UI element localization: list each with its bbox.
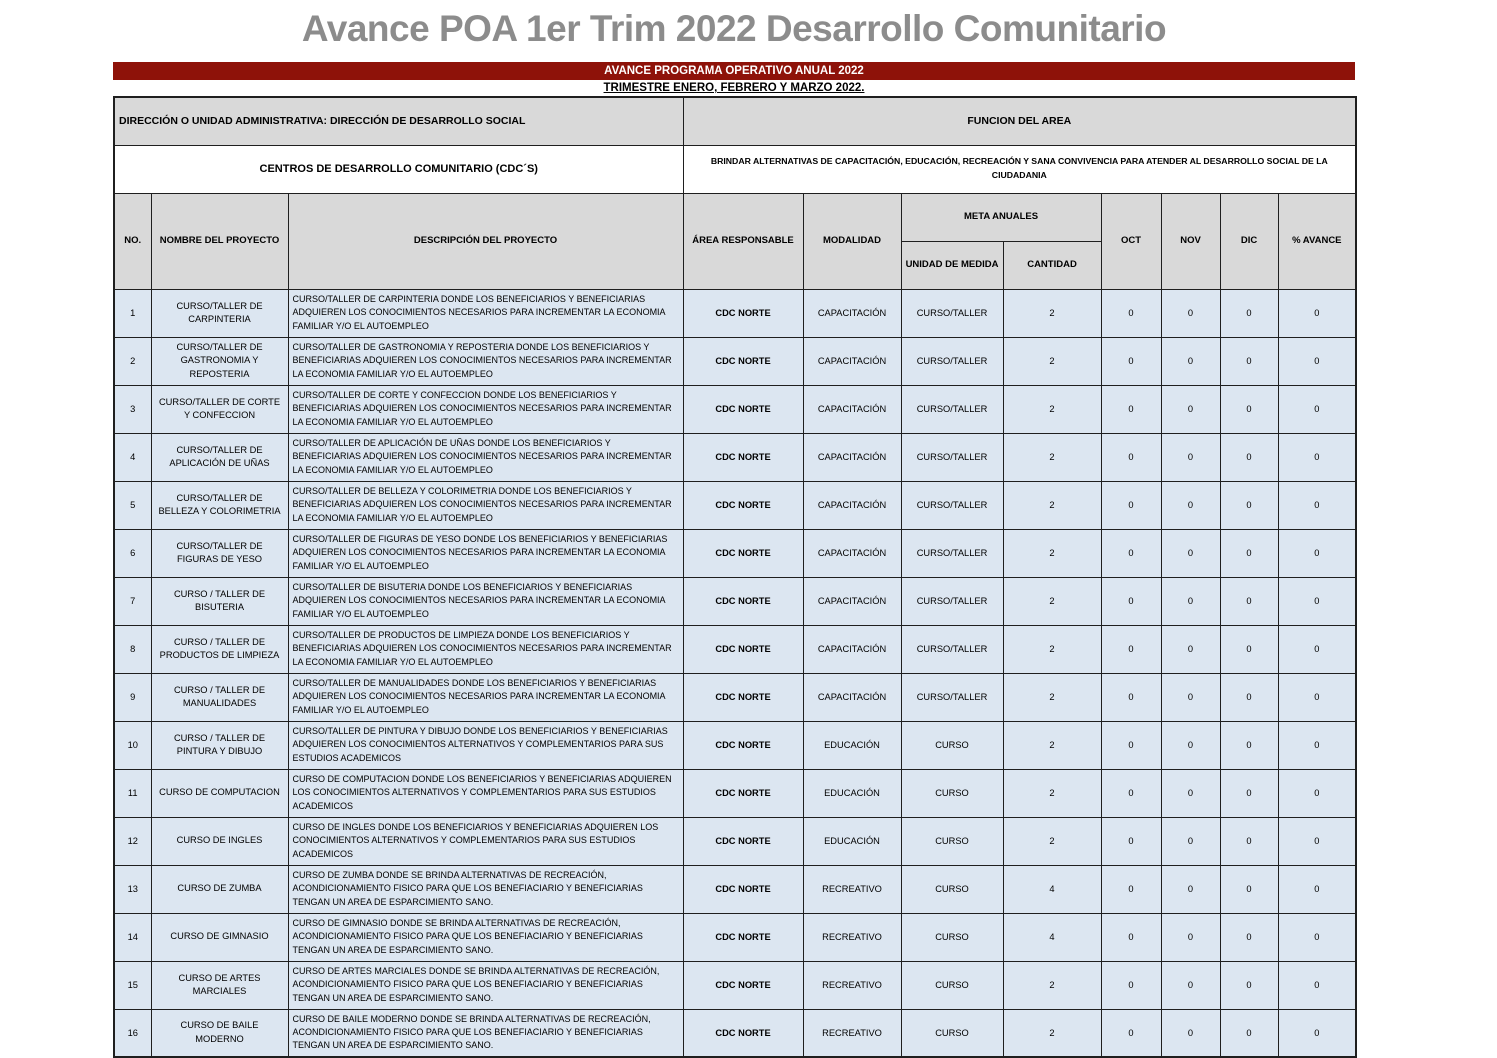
cell-progress-percent: 0 xyxy=(1278,433,1356,481)
cell-quantity: 4 xyxy=(1003,865,1101,913)
cell-dic-value: 0 xyxy=(1220,337,1278,385)
cell-project-name: CURSO / TALLER DE BISUTERIA xyxy=(151,577,288,625)
cell-nov-value: 0 xyxy=(1161,337,1220,385)
cell-dic-value: 0 xyxy=(1220,577,1278,625)
cell-quantity: 2 xyxy=(1003,673,1101,721)
cell-responsible-area: CDC NORTE xyxy=(683,817,803,865)
cell-oct-value: 0 xyxy=(1101,529,1161,577)
cell-progress-percent: 0 xyxy=(1278,337,1356,385)
cell-quantity: 2 xyxy=(1003,817,1101,865)
cell-responsible-area: CDC NORTE xyxy=(683,433,803,481)
admin-unit-label: DIRECCIÓN O UNIDAD ADMINISTRATIVA: DIRECCIÓN DE DESARROLLO SOCIAL xyxy=(114,97,683,145)
cell-dic-value: 0 xyxy=(1220,433,1278,481)
cell-dic-value: 0 xyxy=(1220,961,1278,1009)
cell-nov-value: 0 xyxy=(1161,1009,1220,1057)
cell-progress-percent: 0 xyxy=(1278,865,1356,913)
cell-project-name: CURSO DE GIMNASIO xyxy=(151,913,288,961)
cell-unit-of-measure: CURSO xyxy=(901,769,1003,817)
cell-responsible-area: CDC NORTE xyxy=(683,673,803,721)
cell-project-description: CURSO DE INGLES DONDE LOS BENEFICIARIOS Y BENEFICIARIAS ADQUIEREN LOS CONOCIMIENTOS ALTERNATIVOS Y COMPLEMENTARIOS PARA SUS ESTUDIOS ACADEMICOS xyxy=(288,817,683,865)
cell-project-number: 13 xyxy=(114,865,151,913)
cell-project-name: CURSO / TALLER DE MANUALIDADES xyxy=(151,673,288,721)
cell-progress-percent: 0 xyxy=(1278,481,1356,529)
cell-project-name: CURSO DE BAILE MODERNO xyxy=(151,1009,288,1057)
cell-project-name: CURSO/TALLER DE CORTE Y CONFECCION xyxy=(151,385,288,433)
cell-quantity: 2 xyxy=(1003,433,1101,481)
table-row xyxy=(114,1009,1356,1057)
report-sheet xyxy=(113,8,1355,1058)
col-header-nombre: NOMBRE DEL PROYECTO xyxy=(151,193,288,289)
col-header-avance: % AVANCE xyxy=(1278,193,1356,289)
cell-nov-value: 0 xyxy=(1161,433,1220,481)
table-row xyxy=(114,721,1356,769)
cell-responsible-area: CDC NORTE xyxy=(683,721,803,769)
project-rows xyxy=(114,289,1356,1057)
cell-responsible-area: CDC NORTE xyxy=(683,337,803,385)
cell-project-description: CURSO/TALLER DE APLICACIÓN DE UÑAS DONDE LOS BENEFICIARIOS Y BENEFICIARIAS ADQUIEREN LOS CONOCIMIENTOS NECESARIOS PARA INCREMENTAR LA ECONOMIA FAMILIAR Y/O EL AUTOEMPLEO xyxy=(288,433,683,481)
cell-project-number: 15 xyxy=(114,961,151,1009)
cell-oct-value: 0 xyxy=(1101,433,1161,481)
cell-project-name: CURSO DE ARTES MARCIALES xyxy=(151,961,288,1009)
cell-quantity: 2 xyxy=(1003,385,1101,433)
table-row xyxy=(114,913,1356,961)
cell-oct-value: 0 xyxy=(1101,865,1161,913)
col-header-nov: NOV xyxy=(1161,193,1220,289)
cell-dic-value: 0 xyxy=(1220,817,1278,865)
cell-quantity: 2 xyxy=(1003,1009,1101,1057)
table-row xyxy=(114,529,1356,577)
cell-unit-of-measure: CURSO xyxy=(901,961,1003,1009)
cell-unit-of-measure: CURSO xyxy=(901,1009,1003,1057)
cell-responsible-area: CDC NORTE xyxy=(683,625,803,673)
cell-modality: CAPACITACIÓN xyxy=(803,529,901,577)
cell-quantity: 2 xyxy=(1003,625,1101,673)
cell-unit-of-measure: CURSO/TALLER xyxy=(901,529,1003,577)
cell-unit-of-measure: CURSO/TALLER xyxy=(901,337,1003,385)
cell-unit-of-measure: CURSO/TALLER xyxy=(901,673,1003,721)
cell-dic-value: 0 xyxy=(1220,673,1278,721)
cell-modality: CAPACITACIÓN xyxy=(803,625,901,673)
cell-unit-of-measure: CURSO/TALLER xyxy=(901,385,1003,433)
cell-unit-of-measure: CURSO/TALLER xyxy=(901,289,1003,337)
cell-oct-value: 0 xyxy=(1101,769,1161,817)
column-header-row xyxy=(114,193,1356,241)
cell-project-name: CURSO DE COMPUTACION xyxy=(151,769,288,817)
table-row xyxy=(114,625,1356,673)
cell-progress-percent: 0 xyxy=(1278,529,1356,577)
table-row xyxy=(114,385,1356,433)
cell-unit-of-measure: CURSO/TALLER xyxy=(901,433,1003,481)
cell-nov-value: 0 xyxy=(1161,289,1220,337)
cell-unit-of-measure: CURSO/TALLER xyxy=(901,577,1003,625)
cell-project-number: 16 xyxy=(114,1009,151,1057)
cell-project-description: CURSO/TALLER DE PINTURA Y DIBUJO DONDE LOS BENEFICIARIOS Y BENEFICIARIAS ADQUIEREN LOS CONOCIMIENTOS ALTERNATIVOS Y COMPLEMENTARIOS PARA SUS ESTUDIOS ACADEMICOS xyxy=(288,721,683,769)
col-header-dic: DIC xyxy=(1220,193,1278,289)
cell-progress-percent: 0 xyxy=(1278,721,1356,769)
cell-progress-percent: 0 xyxy=(1278,961,1356,1009)
cell-quantity: 2 xyxy=(1003,337,1101,385)
cell-project-number: 11 xyxy=(114,769,151,817)
cell-unit-of-measure: CURSO/TALLER xyxy=(901,481,1003,529)
cell-quantity: 2 xyxy=(1003,289,1101,337)
table-row xyxy=(114,337,1356,385)
cell-project-description: CURSO/TALLER DE MANUALIDADES DONDE LOS BENEFICIARIOS Y BENEFICIARIAS ADQUIEREN LOS CONOCIMIENTOS NECESARIOS PARA INCREMENTAR LA ECONOMIA FAMILIAR Y/O EL AUTOEMPLEO xyxy=(288,673,683,721)
admin-row xyxy=(114,97,1356,145)
cell-project-number: 6 xyxy=(114,529,151,577)
cell-progress-percent: 0 xyxy=(1278,913,1356,961)
cell-modality: CAPACITACIÓN xyxy=(803,673,901,721)
cell-progress-percent: 0 xyxy=(1278,673,1356,721)
poa-table xyxy=(113,96,1357,1058)
cell-project-description: CURSO/TALLER DE GASTRONOMIA Y REPOSTERIA DONDE LOS BENEFICIARIOS Y BENEFICIARIAS ADQUIEREN LOS CONOCIMIENTOS NECESARIOS PARA INCREMENTAR LA ECONOMIA FAMILIAR Y/O EL AUTOEMPLEO xyxy=(288,337,683,385)
cell-project-number: 10 xyxy=(114,721,151,769)
col-header-cantidad: CANTIDAD xyxy=(1003,241,1101,289)
col-header-area: ÁREA RESPONSABLE xyxy=(683,193,803,289)
area-function-label: FUNCION DEL AREA xyxy=(683,97,1356,145)
cell-unit-of-measure: CURSO xyxy=(901,913,1003,961)
cell-dic-value: 0 xyxy=(1220,865,1278,913)
cell-project-description: CURSO/TALLER DE BISUTERIA DONDE LOS BENEFICIARIOS Y BENEFICIARIAS ADQUIEREN LOS CONOCIMIENTOS NECESARIOS PARA INCREMENTAR LA ECONOMIA FAMILIAR Y/O EL AUTOEMPLEO xyxy=(288,577,683,625)
cell-project-description: CURSO/TALLER DE PRODUCTOS DE LIMPIEZA DONDE LOS BENEFICIARIOS Y BENEFICIARIAS ADQUIEREN LOS CONOCIMIENTOS NECESARIOS PARA INCREMENTAR LA ECONOMIA FAMILIAR Y/O EL AUTOEMPLEO xyxy=(288,625,683,673)
cell-responsible-area: CDC NORTE xyxy=(683,289,803,337)
cell-progress-percent: 0 xyxy=(1278,577,1356,625)
cell-modality: RECREATIVO xyxy=(803,865,901,913)
cell-oct-value: 0 xyxy=(1101,913,1161,961)
cell-nov-value: 0 xyxy=(1161,721,1220,769)
cell-project-number: 1 xyxy=(114,289,151,337)
cell-quantity: 4 xyxy=(1003,913,1101,961)
cell-modality: EDUCACIÓN xyxy=(803,721,901,769)
cell-project-number: 9 xyxy=(114,673,151,721)
cell-responsible-area: CDC NORTE xyxy=(683,529,803,577)
cell-responsible-area: CDC NORTE xyxy=(683,961,803,1009)
table-row xyxy=(114,481,1356,529)
cell-modality: CAPACITACIÓN xyxy=(803,577,901,625)
cell-responsible-area: CDC NORTE xyxy=(683,865,803,913)
cell-quantity: 2 xyxy=(1003,769,1101,817)
cell-nov-value: 0 xyxy=(1161,673,1220,721)
page-title: Avance POA 1er Trim 2022 Desarrollo Comunitario xyxy=(301,8,1167,49)
cell-project-number: 5 xyxy=(114,481,151,529)
cell-project-name: CURSO/TALLER DE APLICACIÓN DE UÑAS xyxy=(151,433,288,481)
area-row xyxy=(114,145,1356,193)
cell-project-number: 8 xyxy=(114,625,151,673)
cell-responsible-area: CDC NORTE xyxy=(683,577,803,625)
cell-modality: CAPACITACIÓN xyxy=(803,481,901,529)
report-subtitle: TRIMESTRE ENERO, FEBRERO Y MARZO 2022. xyxy=(603,82,865,94)
cell-dic-value: 0 xyxy=(1220,625,1278,673)
cell-dic-value: 0 xyxy=(1220,1009,1278,1057)
cell-responsible-area: CDC NORTE xyxy=(683,913,803,961)
cell-unit-of-measure: CURSO xyxy=(901,865,1003,913)
cell-modality: EDUCACIÓN xyxy=(803,817,901,865)
cell-project-number: 3 xyxy=(114,385,151,433)
cell-project-description: CURSO/TALLER DE CARPINTERIA DONDE LOS BENEFICIARIOS Y BENEFICIARIAS ADQUIEREN LOS CONOCIMIENTOS NECESARIOS PARA INCREMENTAR LA ECONOMIA FAMILIAR Y/O EL AUTOEMPLEO xyxy=(288,289,683,337)
col-header-oct: OCT xyxy=(1101,193,1161,289)
cell-project-description: CURSO/TALLER DE CORTE Y CONFECCION DONDE LOS BENEFICIARIOS Y BENEFICIARIAS ADQUIEREN LOS CONOCIMIENTOS NECESARIOS PARA INCREMENTAR LA ECONOMIA FAMILIAR Y/O EL AUTOEMPLEO xyxy=(288,385,683,433)
cell-responsible-area: CDC NORTE xyxy=(683,385,803,433)
cell-project-name: CURSO DE ZUMBA xyxy=(151,865,288,913)
cell-dic-value: 0 xyxy=(1220,289,1278,337)
cell-modality: RECREATIVO xyxy=(803,913,901,961)
cell-modality: CAPACITACIÓN xyxy=(803,289,901,337)
cell-project-description: CURSO/TALLER DE BELLEZA Y COLORIMETRIA DONDE LOS BENEFICIARIOS Y BENEFICIARIAS ADQUIEREN LOS CONOCIMIENTOS NECESARIOS PARA INCREMENTAR LA ECONOMIA FAMILIAR Y/O EL AUTOEMPLEO xyxy=(288,481,683,529)
table-row xyxy=(114,673,1356,721)
cell-modality: EDUCACIÓN xyxy=(803,769,901,817)
cell-progress-percent: 0 xyxy=(1278,817,1356,865)
cell-nov-value: 0 xyxy=(1161,625,1220,673)
cell-quantity: 2 xyxy=(1003,481,1101,529)
cell-quantity: 2 xyxy=(1003,577,1101,625)
cell-progress-percent: 0 xyxy=(1278,385,1356,433)
col-header-descripcion: DESCRIPCIÓN DEL PROYECTO xyxy=(288,193,683,289)
cell-nov-value: 0 xyxy=(1161,913,1220,961)
cell-project-number: 7 xyxy=(114,577,151,625)
cell-nov-value: 0 xyxy=(1161,577,1220,625)
col-header-meta-anuales: META ANUALES xyxy=(901,193,1101,241)
cell-dic-value: 0 xyxy=(1220,769,1278,817)
cell-oct-value: 0 xyxy=(1101,1009,1161,1057)
cell-modality: CAPACITACIÓN xyxy=(803,385,901,433)
cell-project-description: CURSO DE GIMNASIO DONDE SE BRINDA ALTERNATIVAS DE RECREACIÓN, ACONDICIONAMIENTO FISICO PARA QUE LOS BENEFIACIARIO Y BENEFICIARIAS TENGAN UN AREA DE ESPARCIMIENTO SANO. xyxy=(288,913,683,961)
cell-responsible-area: CDC NORTE xyxy=(683,1009,803,1057)
area-function-text: BRINDAR ALTERNATIVAS DE CAPACITACIÓN, EDUCACIÓN, RECREACIÓN Y SANA CONVIVENCIA PARA ATENDER AL DESARROLLO SOCIAL DE LA CIUDADANIA xyxy=(683,145,1356,193)
cell-responsible-area: CDC NORTE xyxy=(683,481,803,529)
table-row xyxy=(114,961,1356,1009)
cell-oct-value: 0 xyxy=(1101,337,1161,385)
cell-nov-value: 0 xyxy=(1161,865,1220,913)
cell-unit-of-measure: CURSO/TALLER xyxy=(901,625,1003,673)
report-banner: AVANCE PROGRAMA OPERATIVO ANUAL 2022 xyxy=(113,62,1355,80)
cell-project-description: CURSO DE BAILE MODERNO DONDE SE BRINDA ALTERNATIVAS DE RECREACIÓN, ACONDICIONAMIENTO FISICO PARA QUE LOS BENEFIACIARIO Y BENEFICIARIAS TENGAN UN AREA DE ESPARCIMIENTO SANO. xyxy=(288,1009,683,1057)
area-name: CENTROS DE DESARROLLO COMUNITARIO (CDC´S) xyxy=(114,145,683,193)
cell-oct-value: 0 xyxy=(1101,817,1161,865)
cell-nov-value: 0 xyxy=(1161,385,1220,433)
cell-progress-percent: 0 xyxy=(1278,769,1356,817)
cell-progress-percent: 0 xyxy=(1278,289,1356,337)
cell-oct-value: 0 xyxy=(1101,625,1161,673)
cell-project-name: CURSO/TALLER DE BELLEZA Y COLORIMETRIA xyxy=(151,481,288,529)
cell-project-name: CURSO / TALLER DE PINTURA Y DIBUJO xyxy=(151,721,288,769)
cell-dic-value: 0 xyxy=(1220,481,1278,529)
cell-project-name: CURSO/TALLER DE CARPINTERIA xyxy=(151,289,288,337)
cell-project-description: CURSO DE COMPUTACION DONDE LOS BENEFICIARIOS Y BENEFICIARIAS ADQUIEREN LOS CONOCIMIENTOS ALTERNATIVOS Y COMPLEMENTARIOS PARA SUS ESTUDIOS ACADEMICOS xyxy=(288,769,683,817)
table-row xyxy=(114,817,1356,865)
cell-project-number: 2 xyxy=(114,337,151,385)
cell-dic-value: 0 xyxy=(1220,529,1278,577)
cell-project-name: CURSO DE INGLES xyxy=(151,817,288,865)
cell-project-description: CURSO DE ARTES MARCIALES DONDE SE BRINDA ALTERNATIVAS DE RECREACIÓN, ACONDICIONAMIENTO FISICO PARA QUE LOS BENEFIACIARIO Y BENEFICIARIAS TENGAN UN AREA DE ESPARCIMIENTO SANO. xyxy=(288,961,683,1009)
cell-project-name: CURSO/TALLER DE GASTRONOMIA Y REPOSTERIA xyxy=(151,337,288,385)
cell-oct-value: 0 xyxy=(1101,289,1161,337)
cell-project-number: 14 xyxy=(114,913,151,961)
col-header-unidad: UNIDAD DE MEDIDA xyxy=(901,241,1003,289)
table-row xyxy=(114,433,1356,481)
cell-oct-value: 0 xyxy=(1101,721,1161,769)
cell-progress-percent: 0 xyxy=(1278,1009,1356,1057)
cell-nov-value: 0 xyxy=(1161,529,1220,577)
cell-unit-of-measure: CURSO xyxy=(901,817,1003,865)
cell-nov-value: 0 xyxy=(1161,817,1220,865)
cell-dic-value: 0 xyxy=(1220,913,1278,961)
cell-modality: RECREATIVO xyxy=(803,1009,901,1057)
cell-project-description: CURSO/TALLER DE FIGURAS DE YESO DONDE LOS BENEFICIARIOS Y BENEFICIARIAS ADQUIEREN LOS CONOCIMIENTOS NECESARIOS PARA INCREMENTAR LA ECONOMIA FAMILIAR Y/O EL AUTOEMPLEO xyxy=(288,529,683,577)
table-row xyxy=(114,865,1356,913)
cell-responsible-area: CDC NORTE xyxy=(683,769,803,817)
cell-oct-value: 0 xyxy=(1101,481,1161,529)
table-row xyxy=(114,769,1356,817)
cell-modality: CAPACITACIÓN xyxy=(803,433,901,481)
cell-modality: CAPACITACIÓN xyxy=(803,337,901,385)
cell-progress-percent: 0 xyxy=(1278,625,1356,673)
col-header-no: NO. xyxy=(114,193,151,289)
cell-dic-value: 0 xyxy=(1220,721,1278,769)
col-header-modalidad: MODALIDAD xyxy=(803,193,901,289)
table-row xyxy=(114,289,1356,337)
cell-project-description: CURSO DE ZUMBA DONDE SE BRINDA ALTERNATIVAS DE RECREACIÓN, ACONDICIONAMIENTO FISICO PARA QUE LOS BENEFIACIARIO Y BENEFICIARIAS TENGAN UN AREA DE ESPARCIMIENTO SANO. xyxy=(288,865,683,913)
cell-project-name: CURSO/TALLER DE FIGURAS DE YESO xyxy=(151,529,288,577)
cell-project-number: 4 xyxy=(114,433,151,481)
cell-unit-of-measure: CURSO xyxy=(901,721,1003,769)
cell-quantity: 2 xyxy=(1003,721,1101,769)
cell-nov-value: 0 xyxy=(1161,769,1220,817)
cell-modality: RECREATIVO xyxy=(803,961,901,1009)
cell-oct-value: 0 xyxy=(1101,577,1161,625)
cell-nov-value: 0 xyxy=(1161,481,1220,529)
table-row xyxy=(114,577,1356,625)
cell-oct-value: 0 xyxy=(1101,961,1161,1009)
cell-oct-value: 0 xyxy=(1101,385,1161,433)
cell-quantity: 2 xyxy=(1003,529,1101,577)
cell-project-name: CURSO / TALLER DE PRODUCTOS DE LIMPIEZA xyxy=(151,625,288,673)
cell-dic-value: 0 xyxy=(1220,385,1278,433)
cell-quantity: 2 xyxy=(1003,961,1101,1009)
cell-oct-value: 0 xyxy=(1101,673,1161,721)
cell-nov-value: 0 xyxy=(1161,961,1220,1009)
cell-project-number: 12 xyxy=(114,817,151,865)
